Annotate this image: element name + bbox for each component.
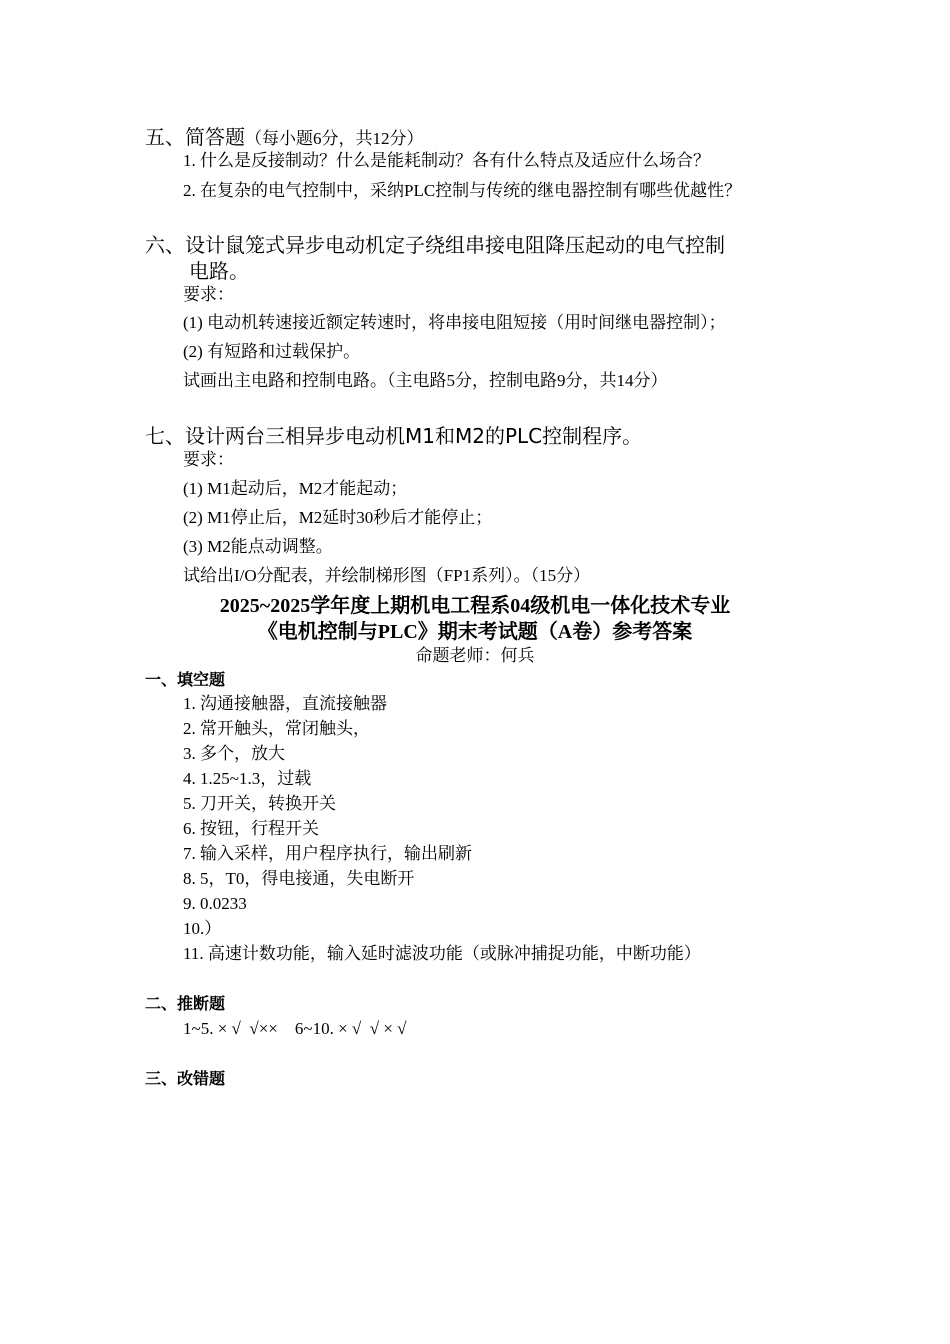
- judge-answer: 1~5. × √ √×× 6~10. × √ √ × √: [183, 1019, 407, 1038]
- fill-item: 9. 0.0233: [183, 894, 247, 913]
- section7-req2: (2) M1停止后，M2延时30秒后才能停止；: [183, 508, 493, 527]
- section6-task: 试画出主电路和控制电路。（主电路5分，控制电路9分，共14分）: [183, 371, 668, 390]
- section7-heading: 七、设计两台三相异步电动机M1和M2的PLC控制程序。: [145, 424, 643, 448]
- section5-q2: 2. 在复杂的电气控制中，采纳PLC控制与传统的继电器控制有哪些优越性？: [183, 181, 742, 200]
- correct-heading: 三、改错题: [145, 1069, 226, 1088]
- fill-item: 6. 按钮，行程开关: [183, 819, 319, 838]
- section7-req1: (1) M1起动后，M2才能起动；: [183, 479, 408, 498]
- fill-item: 3. 多个，放大: [183, 744, 285, 763]
- judge-heading: 二、推断题: [145, 994, 226, 1013]
- section5-heading: 五、简答题: [145, 125, 245, 149]
- section5-note: （每小题6分，共12分）: [245, 129, 424, 148]
- fill-item: 4. 1.25~1.3，过载: [183, 769, 312, 788]
- answer-title-line2: 《电机控制与PLC》期末考试题（A卷）参考答案: [257, 621, 693, 643]
- fill-item: 1. 沟通接触器，直流接触器: [183, 694, 387, 713]
- answer-title-line1: 2025~2025学年度上期机电工程系04级机电一体化技术专业: [219, 595, 731, 617]
- fill-item: 2. 常开触头，常闭触头，: [183, 719, 370, 738]
- section7-req-label: 要求：: [183, 450, 234, 469]
- section7-req3: (3) M2能点动调整。: [183, 537, 333, 556]
- fill-item: 7. 输入采样，用户程序执行，输出刷新: [183, 844, 472, 863]
- section5-q1: 1. 什么是反接制动？什么是能耗制动？各有什么特点及适应什么场合？: [183, 151, 710, 170]
- answer-teacher: 命题老师：何兵: [415, 646, 535, 665]
- fill-item: 8. 5，T0，得电接通，失电断开: [183, 869, 415, 888]
- fill-item: 10.）: [183, 919, 222, 938]
- fill-item: 5. 刀开关，转换开关: [183, 794, 336, 813]
- section5-heading-line: [145, 125, 424, 149]
- section6-req-label: 要求：: [183, 285, 234, 304]
- section6-req2: (2) 有短路和过载保护。: [183, 342, 361, 361]
- section6-req1: (1) 电动机转速接近额定转速时，将串接电阻短接（用时间继电器控制）；: [183, 313, 726, 332]
- section6-heading-line1: 六、设计鼠笼式异步电动机定子绕组串接电阻降压起动的电气控制: [145, 233, 725, 257]
- section7-task: 试给出I/O分配表，并绘制梯形图（FP1系列）。（15分）: [183, 566, 591, 585]
- fill-heading: 一、填空题: [145, 670, 226, 689]
- fill-item: 11. 高速计数功能，输入延时滤波功能（或脉冲捕捉功能，中断功能）: [183, 944, 701, 963]
- section6-heading-line2: 电路。: [189, 259, 249, 283]
